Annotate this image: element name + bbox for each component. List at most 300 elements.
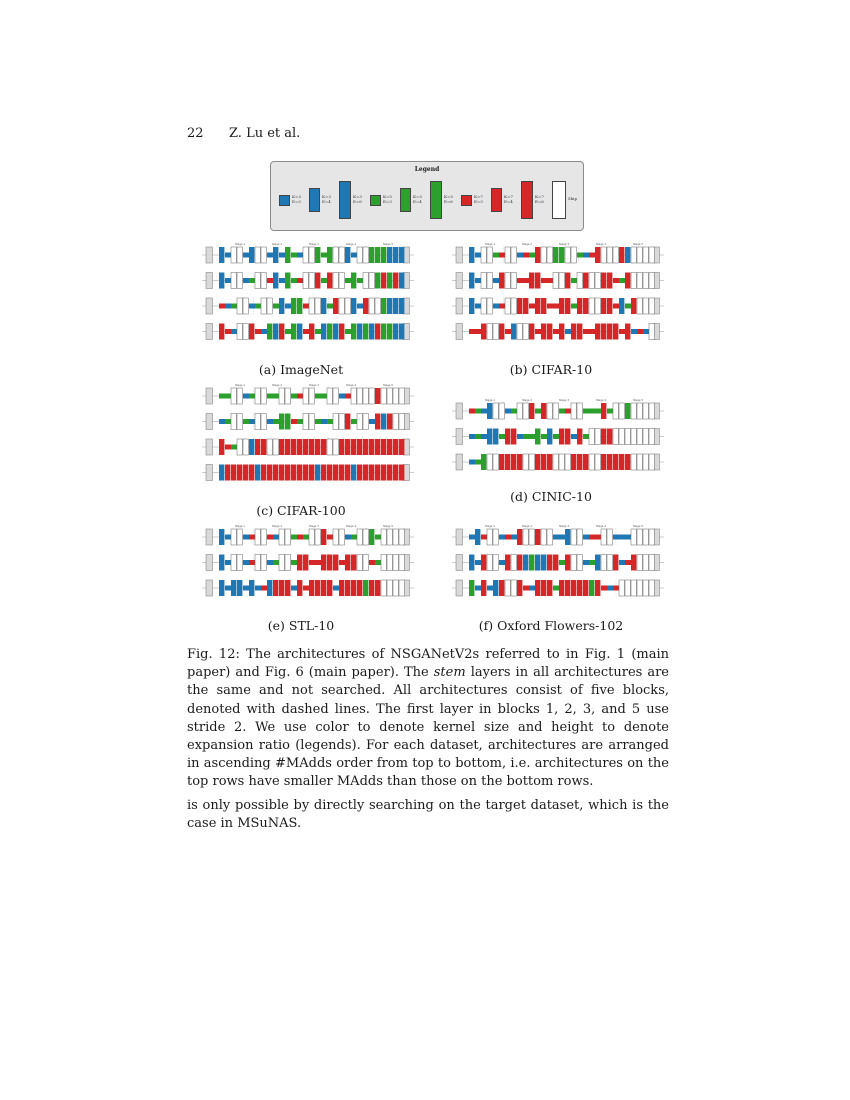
mbconv-layer bbox=[583, 580, 588, 596]
legend-swatch bbox=[430, 181, 442, 219]
mbconv-layer bbox=[357, 465, 362, 481]
mbconv-layer bbox=[273, 324, 278, 340]
mbconv-layer bbox=[493, 429, 498, 445]
legend-expansion-label: E=6 bbox=[535, 199, 544, 204]
architecture-diagram bbox=[202, 522, 414, 613]
mbconv-layer bbox=[219, 394, 225, 399]
stage-label: Stage 5 bbox=[633, 525, 643, 528]
mbconv-layer bbox=[511, 535, 517, 540]
mbconv-layer bbox=[321, 394, 327, 399]
skip-layer bbox=[571, 403, 576, 419]
skip-layer bbox=[303, 247, 308, 263]
architecture-diagram bbox=[452, 240, 664, 356]
mbconv-layer bbox=[571, 454, 576, 470]
mbconv-layer bbox=[541, 580, 546, 596]
mbconv-layer bbox=[607, 324, 612, 340]
mbconv-layer bbox=[219, 304, 225, 309]
mbconv-layer bbox=[219, 555, 224, 571]
mbconv-layer bbox=[505, 535, 511, 540]
legend-swatch bbox=[370, 195, 381, 206]
mbconv-layer bbox=[279, 465, 284, 481]
skip-layer bbox=[547, 247, 552, 263]
skip-layer bbox=[499, 403, 504, 419]
skip-layer bbox=[339, 273, 344, 289]
skip-layer bbox=[237, 529, 242, 545]
mbconv-layer bbox=[273, 419, 279, 424]
architecture-row bbox=[202, 464, 414, 482]
architecture-row bbox=[202, 528, 414, 546]
mbconv-layer bbox=[387, 298, 392, 314]
architecture-row bbox=[202, 413, 414, 431]
panel-imagenet bbox=[202, 240, 414, 356]
mbconv-layer bbox=[303, 329, 309, 334]
architecture-row bbox=[202, 246, 414, 264]
mbconv-layer bbox=[339, 580, 344, 596]
mbconv-layer bbox=[315, 273, 320, 289]
legend-kernel-label: K=5 bbox=[383, 194, 392, 199]
mbconv-layer bbox=[363, 439, 368, 455]
caption-cinic10: (d) CINIC-10 bbox=[510, 489, 592, 504]
mbconv-layer bbox=[601, 454, 606, 470]
architecture-row bbox=[452, 323, 664, 341]
skip-layer bbox=[631, 580, 636, 596]
skip-layer bbox=[505, 298, 510, 314]
skip-layer bbox=[231, 555, 236, 571]
mbconv-layer bbox=[351, 465, 356, 481]
mbconv-layer bbox=[589, 329, 595, 334]
skip-layer bbox=[243, 439, 248, 455]
mbconv-layer bbox=[267, 535, 273, 540]
mbconv-layer bbox=[547, 278, 553, 283]
mbconv-layer bbox=[523, 434, 529, 439]
skip-layer bbox=[261, 273, 266, 289]
mbconv-layer bbox=[595, 555, 600, 571]
skip-layer bbox=[493, 454, 498, 470]
mbconv-layer bbox=[381, 247, 386, 263]
architecture-diagram bbox=[452, 396, 664, 487]
mbconv-layer bbox=[369, 529, 374, 545]
mbconv-layer bbox=[565, 409, 571, 414]
legend-expansion-label: E=4 bbox=[504, 199, 513, 204]
mbconv-layer bbox=[481, 324, 486, 340]
architecture-diagram bbox=[202, 381, 414, 497]
mbconv-layer bbox=[541, 278, 547, 283]
mbconv-layer bbox=[387, 439, 392, 455]
mbconv-layer bbox=[261, 586, 267, 591]
mbconv-layer bbox=[375, 324, 380, 340]
skip-layer bbox=[363, 555, 368, 571]
mbconv-layer bbox=[273, 465, 278, 481]
mbconv-layer bbox=[291, 535, 297, 540]
mbconv-layer bbox=[225, 535, 231, 540]
stem-block bbox=[206, 555, 213, 571]
mbconv-layer bbox=[469, 555, 474, 571]
skip-layer bbox=[565, 454, 570, 470]
panel-cinic10 bbox=[452, 396, 664, 487]
mbconv-layer bbox=[553, 247, 558, 263]
legend-label bbox=[353, 194, 362, 204]
skip-layer bbox=[261, 247, 266, 263]
mbconv-layer bbox=[517, 580, 522, 596]
mbconv-layer bbox=[637, 329, 643, 334]
mbconv-layer bbox=[225, 560, 231, 565]
skip-layer bbox=[625, 580, 630, 596]
mbconv-layer bbox=[249, 535, 255, 540]
stem-block bbox=[206, 388, 213, 404]
skip-layer bbox=[577, 403, 582, 419]
mbconv-layer bbox=[523, 555, 528, 571]
mbconv-layer bbox=[475, 304, 481, 309]
skip-layer bbox=[303, 388, 308, 404]
panel-cifar10 bbox=[452, 240, 664, 356]
mbconv-layer bbox=[315, 329, 321, 334]
legend-label bbox=[444, 194, 453, 204]
mbconv-layer bbox=[577, 454, 582, 470]
mbconv-layer bbox=[601, 403, 606, 419]
mbconv-layer bbox=[469, 409, 475, 414]
skip-layer bbox=[649, 454, 654, 470]
mbconv-layer bbox=[523, 298, 528, 314]
mbconv-layer bbox=[309, 580, 314, 596]
mbconv-layer bbox=[279, 298, 284, 314]
skip-layer bbox=[523, 324, 528, 340]
mbconv-layer bbox=[487, 586, 493, 591]
mbconv-layer bbox=[375, 247, 380, 263]
mbconv-layer bbox=[487, 403, 492, 419]
architecture-row bbox=[202, 554, 414, 572]
mbconv-layer bbox=[315, 419, 321, 424]
mbconv-layer bbox=[381, 273, 386, 289]
mbconv-layer bbox=[595, 247, 600, 263]
skip-layer bbox=[351, 388, 356, 404]
legend-swatch bbox=[339, 181, 351, 219]
mbconv-layer bbox=[225, 253, 231, 258]
skip-layer bbox=[399, 414, 404, 430]
mbconv-layer bbox=[387, 324, 392, 340]
skip-layer bbox=[327, 439, 332, 455]
skip-layer bbox=[595, 454, 600, 470]
skip-layer bbox=[255, 414, 260, 430]
skip-layer bbox=[369, 298, 374, 314]
mbconv-layer bbox=[351, 298, 356, 314]
skip-layer bbox=[333, 388, 338, 404]
mbconv-layer bbox=[285, 273, 290, 289]
mbconv-layer bbox=[225, 465, 230, 481]
architecture-row bbox=[202, 438, 414, 456]
mbconv-layer bbox=[517, 278, 523, 283]
mbconv-layer bbox=[559, 324, 564, 340]
mbconv-layer bbox=[369, 419, 375, 424]
mbconv-layer bbox=[249, 560, 255, 565]
mbconv-layer bbox=[297, 324, 302, 340]
mbconv-layer bbox=[481, 580, 486, 596]
mbconv-layer bbox=[285, 414, 290, 430]
mbconv-layer bbox=[535, 580, 540, 596]
mbconv-layer bbox=[619, 298, 624, 314]
mbconv-layer bbox=[559, 580, 564, 596]
stem-block bbox=[456, 403, 463, 419]
skip-layer bbox=[511, 273, 516, 289]
mbconv-layer bbox=[375, 388, 380, 404]
mbconv-layer bbox=[297, 278, 303, 283]
mbconv-layer bbox=[267, 580, 272, 596]
mbconv-layer bbox=[475, 460, 481, 465]
skip-layer bbox=[631, 247, 636, 263]
skip-layer bbox=[553, 454, 558, 470]
mbconv-layer bbox=[595, 580, 600, 596]
skip-layer bbox=[619, 580, 624, 596]
mbconv-layer bbox=[231, 329, 237, 334]
mbconv-layer bbox=[589, 560, 595, 565]
mbconv-layer bbox=[333, 555, 338, 571]
mbconv-layer bbox=[249, 394, 255, 399]
mbconv-layer bbox=[225, 445, 231, 450]
mbconv-layer bbox=[517, 555, 522, 571]
mbconv-layer bbox=[369, 560, 375, 565]
mbconv-layer bbox=[357, 439, 362, 455]
mbconv-layer bbox=[339, 465, 344, 481]
mbconv-layer bbox=[571, 580, 576, 596]
mbconv-layer bbox=[613, 278, 619, 283]
mbconv-layer bbox=[243, 535, 249, 540]
mbconv-layer bbox=[279, 414, 284, 430]
stage-label: Stage 5 bbox=[383, 525, 393, 528]
legend-kernel-label: K=7 bbox=[535, 194, 544, 199]
mbconv-layer bbox=[375, 465, 380, 481]
legend-label bbox=[322, 194, 331, 204]
mbconv-layer bbox=[333, 465, 338, 481]
skip-layer bbox=[649, 529, 654, 545]
mbconv-layer bbox=[339, 394, 345, 399]
mbconv-layer bbox=[619, 278, 625, 283]
skip-layer bbox=[541, 247, 546, 263]
stage-label: Stage 4 bbox=[346, 525, 356, 528]
skip-layer bbox=[243, 324, 248, 340]
stage-label: Stage 3 bbox=[309, 525, 319, 528]
mbconv-layer bbox=[273, 247, 278, 263]
mbconv-layer bbox=[345, 580, 350, 596]
skip-layer bbox=[649, 429, 654, 445]
stem-block bbox=[456, 555, 463, 571]
skip-layer bbox=[333, 529, 338, 545]
caption-cifar10: (b) CIFAR-10 bbox=[509, 362, 593, 377]
skip-layer bbox=[363, 273, 368, 289]
skip-layer bbox=[649, 298, 654, 314]
mbconv-layer bbox=[285, 247, 290, 263]
skip-layer bbox=[333, 247, 338, 263]
mbconv-layer bbox=[297, 465, 302, 481]
mbconv-layer bbox=[369, 439, 374, 455]
mbconv-layer bbox=[363, 324, 368, 340]
mbconv-layer bbox=[499, 434, 505, 439]
mbconv-layer bbox=[499, 560, 505, 565]
skip-layer bbox=[589, 454, 594, 470]
mbconv-layer bbox=[345, 414, 350, 430]
figure-legend bbox=[270, 161, 584, 231]
skip-layer bbox=[357, 555, 362, 571]
skip-layer bbox=[231, 388, 236, 404]
architecture-diagram bbox=[452, 522, 664, 613]
skip-layer bbox=[381, 529, 386, 545]
mbconv-layer bbox=[309, 465, 314, 481]
mbconv-layer bbox=[267, 324, 272, 340]
mbconv-layer bbox=[613, 454, 618, 470]
skip-layer bbox=[481, 273, 486, 289]
mbconv-layer bbox=[481, 454, 486, 470]
mbconv-layer bbox=[607, 454, 612, 470]
mbconv-layer bbox=[475, 409, 481, 414]
skip-layer bbox=[309, 529, 314, 545]
skip-layer bbox=[643, 555, 648, 571]
stem-block bbox=[206, 439, 213, 455]
mbconv-layer bbox=[571, 304, 577, 309]
mbconv-layer bbox=[291, 560, 297, 565]
skip-layer bbox=[327, 388, 332, 404]
panel-oxford-flowers bbox=[452, 522, 664, 613]
mbconv-layer bbox=[613, 324, 618, 340]
mbconv-layer bbox=[565, 273, 570, 289]
legend-swatch bbox=[400, 188, 411, 212]
skip-layer bbox=[589, 273, 594, 289]
mbconv-layer bbox=[381, 414, 386, 430]
mbconv-layer bbox=[607, 298, 612, 314]
mbconv-layer bbox=[249, 278, 255, 283]
mbconv-layer bbox=[219, 273, 224, 289]
mbconv-layer bbox=[505, 329, 511, 334]
page-number: 22 bbox=[187, 126, 204, 141]
legend-label bbox=[474, 194, 483, 204]
skip-layer bbox=[255, 247, 260, 263]
mbconv-layer bbox=[339, 560, 345, 565]
mbconv-layer bbox=[297, 555, 302, 571]
mbconv-layer bbox=[327, 555, 332, 571]
mbconv-layer bbox=[273, 580, 278, 596]
skip-layer bbox=[553, 273, 558, 289]
mbconv-layer bbox=[297, 253, 303, 258]
mbconv-layer bbox=[399, 273, 404, 289]
caption-stl10: (e) STL-10 bbox=[267, 618, 335, 633]
mbconv-layer bbox=[541, 298, 546, 314]
stage-label: Stage 2 bbox=[522, 399, 532, 402]
skip-layer bbox=[487, 273, 492, 289]
mbconv-layer bbox=[219, 580, 224, 596]
mbconv-layer bbox=[321, 278, 327, 283]
mbconv-layer bbox=[261, 465, 266, 481]
mbconv-layer bbox=[475, 560, 481, 565]
legend-expansion-label: E=3 bbox=[474, 199, 483, 204]
mbconv-layer bbox=[321, 555, 326, 571]
mbconv-layer bbox=[643, 329, 649, 334]
stage-label: Stage 1 bbox=[235, 243, 245, 246]
mbconv-layer bbox=[505, 429, 510, 445]
skip-layer bbox=[643, 529, 648, 545]
mbconv-layer bbox=[505, 409, 511, 414]
legend-swatch bbox=[552, 181, 566, 219]
mbconv-layer bbox=[261, 439, 266, 455]
skip-layer bbox=[643, 273, 648, 289]
mbconv-layer bbox=[255, 465, 260, 481]
legend-swatch bbox=[521, 181, 533, 219]
stem-block bbox=[206, 580, 213, 596]
legend-kernel-label: K=7 bbox=[474, 194, 483, 199]
stage-label: Stage 3 bbox=[559, 243, 569, 246]
skip-layer bbox=[237, 298, 242, 314]
skip-layer bbox=[637, 454, 642, 470]
mbconv-layer bbox=[393, 247, 398, 263]
stage-label: Stage 1 bbox=[235, 525, 245, 528]
mbconv-layer bbox=[547, 304, 553, 309]
skip-layer bbox=[393, 580, 398, 596]
skip-layer bbox=[487, 298, 492, 314]
mbconv-layer bbox=[255, 304, 261, 309]
mbconv-layer bbox=[375, 414, 380, 430]
skip-layer bbox=[285, 555, 290, 571]
mbconv-layer bbox=[469, 535, 475, 540]
skip-layer bbox=[631, 529, 636, 545]
skip-layer bbox=[375, 298, 380, 314]
panel-cifar100 bbox=[202, 381, 414, 497]
stage-label: Stage 3 bbox=[309, 243, 319, 246]
stage-label: Stage 4 bbox=[596, 399, 606, 402]
mbconv-layer bbox=[469, 273, 474, 289]
skip-layer bbox=[487, 529, 492, 545]
skip-layer bbox=[279, 388, 284, 404]
mbconv-layer bbox=[285, 580, 290, 596]
mbconv-layer bbox=[571, 434, 577, 439]
mbconv-layer bbox=[327, 419, 333, 424]
body-paragraph: is only possible by directly searching on the target dataset, which is the case in MSuNAS. bbox=[187, 798, 669, 832]
mbconv-layer bbox=[559, 560, 565, 565]
mbconv-layer bbox=[231, 445, 237, 450]
skip-layer bbox=[393, 414, 398, 430]
mbconv-layer bbox=[517, 298, 522, 314]
mbconv-layer bbox=[553, 434, 559, 439]
mbconv-layer bbox=[291, 586, 297, 591]
mbconv-layer bbox=[243, 465, 248, 481]
skip-layer bbox=[399, 555, 404, 571]
mbconv-layer bbox=[601, 273, 606, 289]
mbconv-layer bbox=[607, 273, 612, 289]
mbconv-layer bbox=[279, 324, 284, 340]
mbconv-layer bbox=[375, 535, 381, 540]
mbconv-layer bbox=[327, 324, 332, 340]
mbconv-layer bbox=[315, 560, 321, 565]
mbconv-layer bbox=[583, 253, 589, 258]
skip-layer bbox=[517, 324, 522, 340]
skip-layer bbox=[559, 454, 564, 470]
mbconv-layer bbox=[231, 465, 236, 481]
mbconv-layer bbox=[583, 273, 588, 289]
mbconv-layer bbox=[267, 419, 273, 424]
stem-block bbox=[456, 529, 463, 545]
mbconv-layer bbox=[625, 535, 631, 540]
legend-kernel-label: K=5 bbox=[444, 194, 453, 199]
mbconv-layer bbox=[357, 278, 363, 283]
stage-label: Stage 5 bbox=[633, 399, 643, 402]
mbconv-layer bbox=[303, 555, 308, 571]
skip-layer bbox=[255, 529, 260, 545]
mbconv-layer bbox=[535, 273, 540, 289]
skip-layer bbox=[315, 529, 320, 545]
mbconv-layer bbox=[589, 535, 595, 540]
skip-layer bbox=[643, 247, 648, 263]
mbconv-layer bbox=[291, 419, 297, 424]
mbconv-layer bbox=[529, 253, 535, 258]
mbconv-layer bbox=[387, 273, 392, 289]
mbconv-layer bbox=[375, 273, 380, 289]
stage-label: Stage 1 bbox=[485, 399, 495, 402]
mbconv-layer bbox=[607, 409, 613, 414]
